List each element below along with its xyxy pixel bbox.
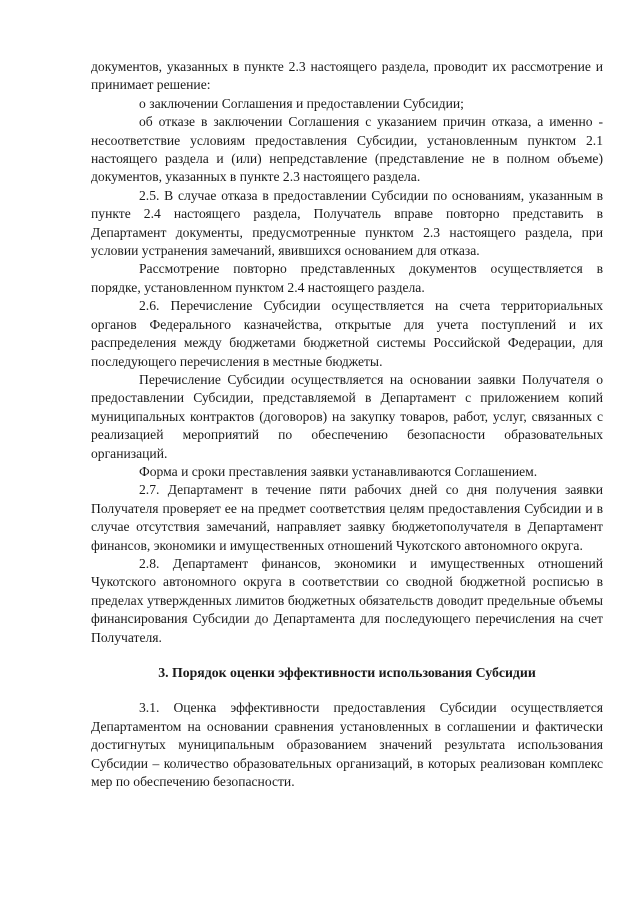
paragraph-resubmission: Рассмотрение повторно представленных документов осуществляется в порядке, установленном пунктом 2.4 настоящего раздела.	[91, 261, 603, 295]
paragraph-option-conclude: о заключении Соглашения и предоставлении Субсидии;	[139, 95, 464, 111]
paragraph-2-6: 2.6. Перечисление Субсидии осуществляется на счета территориальных органов Федерального казначейства, открытые для учета поступлений и их распределения между бюджетами бюджетной системы Российской Федерации, для последующего перечисления в местные бюджеты.	[91, 298, 603, 369]
paragraph-transfer-basis: Перечисление Субсидии осуществляется на основании заявки Получателя о предоставлении Субсидии, представляемой в Департамент с приложением копий муниципальных контрактов (договоров) на закупку товаров, работ, услуг, связанных с реализацией мероприятий по обеспечению безопасности образовательных организаций.	[91, 371, 603, 461]
document-body	[91, 58, 603, 791]
paragraph-form-deadlines: Форма и сроки преставления заявки устанавливаются Соглашением.	[139, 463, 538, 479]
paragraph-3-1: 3.1. Оценка эффективности предоставления Субсидии осуществляется Департаментом на основании сравнения установленных в соглашении и фактически достигнутых муниципальным образованием значений результата использования Субсидии – количество образовательных организаций, в которых реализован комплекс мер по обеспечению безопасности.	[91, 700, 603, 790]
paragraph-option-refuse: об отказе в заключении Соглашения с указанием причин отказа, а именно - несоответствие условиям предоставления Субсидии, установленным пунктом 2.1 настоящего раздела и (или) непредставление (представление не в полном объеме) документов, указанных в пункте 2.3 настоящего раздела.	[91, 114, 603, 185]
paragraph-2-8: 2.8. Департамент финансов, экономики и имущественных отношений Чукотского автономного округа в соответствии со сводной бюджетной росписью в пределах утвержденных лимитов бюджетных обязательств доводит предельные объемы финансирования Субсидии до Департамента для последующего перечисления на счет Получателя.	[91, 555, 603, 645]
paragraph-2-5: 2.5. В случае отказа в предоставлении Субсидии по основаниям, указанным в пункте 2.4 настоящего раздела, Получатель вправе повторно представить в Департамент документы, предусмотренные пунктом 2.3 настоящего раздела, при условии устранения замечаний, явившихся основанием для отказа.	[91, 187, 603, 259]
section-heading: 3. Порядок оценки эффективности использования Субсидии	[158, 665, 536, 680]
paragraph-continuation: документов, указанных в пункте 2.3 настоящего раздела, проводит их рассмотрение и принимает решение:	[91, 59, 603, 93]
paragraph-2-7: 2.7. Департамент в течение пяти рабочих дней со дня получения заявки Получателя проверяет ее на предмет соответствия целям предоставления Субсидии и в случае отсутствия замечаний, направляет заявку бюджетополучателя в Департамент финансов, экономики и имущественных отношений Чукотского автономного округа.	[91, 482, 603, 553]
